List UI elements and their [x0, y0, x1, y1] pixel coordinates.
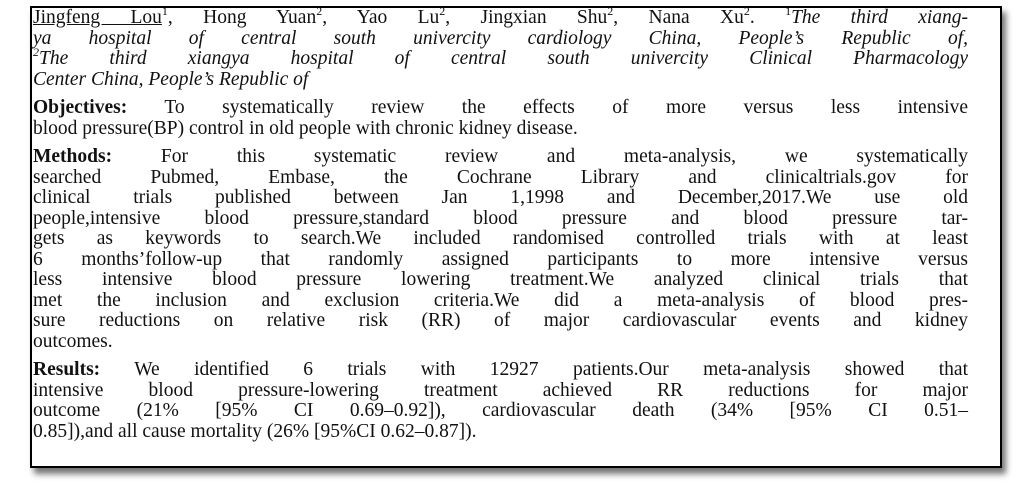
affiliation-line-3: $^2$The third xiangya hospital of central south univercity Clinical Pharmacology: [33, 44, 968, 69]
objectives-line-2: blood pressure(BP) control in old people with chronic kidney disease.: [33, 117, 578, 139]
affiliation-1: The third xiang-: [791, 7, 969, 28]
methods-line-8: met the inclusion and exclusion criteria.We did a meta-analysis of blood pres-: [33, 289, 968, 311]
results-line-2: intensive blood pressure-lowering treatment achieved RR reductions for major: [33, 379, 968, 401]
methods-line-6: 6 months’follow-up that randomly assigned participants to more intensive versus: [33, 248, 968, 270]
methods-label: Methods:: [33, 146, 113, 167]
methods-line-7: less intensive blood pressure lowering treatment.We analyzed clinical trials that: [33, 269, 968, 290]
methods-line-10: outcomes.: [33, 330, 113, 352]
results-line-4: 0.85]),and all cause mortality (26% [95%CI 0.62–0.87]).: [33, 420, 477, 442]
methods-line-9: sure reductions on relative risk (RR) of major cardiovascular events and kidney: [33, 310, 968, 331]
author-block: [33, 3, 969, 90]
author-line-1: Jingfeng Lou$^1$, Hong Yuan$^2$, Yao Lu$^2$, Jingxian Shu$^2$, Nana Xu$^2$. $^1$The third xiang-: [33, 3, 969, 28]
results-section: [33, 360, 968, 442]
methods-line-2: searched Pubmed, Embase, the Cochrane Library and clinicaltrials.gov for: [33, 166, 968, 188]
objectives-section: [33, 98, 968, 139]
first-author: Jingfeng Lou: [33, 7, 162, 28]
results-label: Results:: [33, 359, 101, 380]
methods-line-3: clinical trials published between Jan 1,1998 and December,2017.We use old: [33, 187, 968, 208]
methods-line-4: people,intensive blood pressure,standard blood pressure and blood pressure tar-: [33, 207, 968, 229]
methods-line-5: gets as keywords to search.We included randomised controlled trials with at least: [33, 228, 968, 249]
results-line-1: Results: We identified 6 trials with 12927 patients.Our meta-analysis showed that: [33, 359, 968, 380]
methods-section: [33, 147, 968, 352]
objectives-line-1: Objectives: To systematically review the effects of more versus less intensive: [33, 97, 968, 118]
methods-line-1: Methods: For this systematic review and meta-analysis, we systematically: [33, 146, 968, 167]
results-line-3: outcome (21% [95% CI 0.69–0.92]), cardiovascular death (34% [95% CI 0.51–: [33, 400, 968, 421]
objectives-label: Objectives:: [33, 97, 128, 118]
abstract-content: [33, 3, 969, 450]
affiliation-line-2: ya hospital of central south univercity cardiology China, People’s Republic of,: [33, 27, 968, 49]
affiliation-line-4: Center China, People’s Republic of: [33, 68, 309, 90]
